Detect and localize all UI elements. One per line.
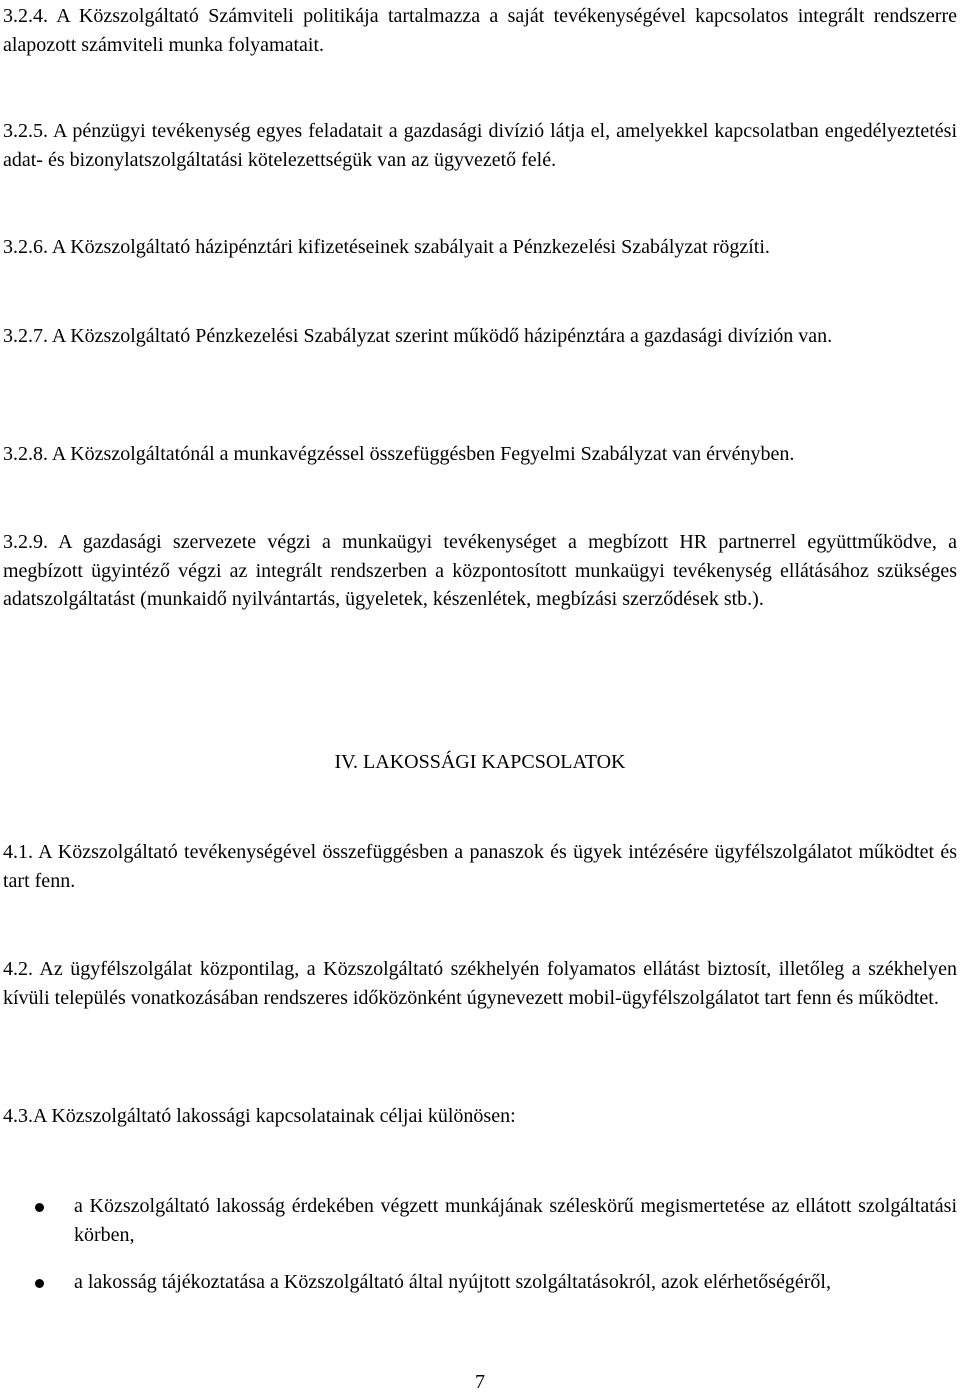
- paragraph-3-2-4: 3.2.4. A Közszolgáltató Számviteli politikája tartalmazza a saját tevékenységével kapcsolatos integrált rendszerre alapozott számviteli munka folyamatait.: [3, 5, 957, 56]
- paragraph-4-2: 4.2. Az ügyfélszolgálat központilag, a Közszolgáltató székhelyén folyamatos ellátást biztosít, illetőleg a székhelyen kívüli település vonatkozásában rendszeres időközönként úgynevezett mobil-ügyfélszolgálatot tart fenn és működtet.: [3, 958, 957, 1009]
- paragraph-3-2-5: 3.2.5. A pénzügyi tevékenység egyes feladatait a gazdasági divízió látja el, amelyekkel kapcsolatban engedélyeztetési adat- és bizonylatszolgáltatási kötelezettségük van az ügyvezető felé.: [3, 120, 957, 171]
- section-heading-text: IV. LAKOSSÁGI KAPCSOLATOK: [334, 751, 626, 773]
- paragraph-4-3: 4.3.A Közszolgáltató lakossági kapcsolatainak céljai különösen:: [3, 1105, 516, 1127]
- bullet-icon: [35, 1279, 44, 1288]
- page-number: 7: [475, 1371, 485, 1393]
- paragraph-3-2-8: 3.2.8. A Közszolgáltatónál a munkavégzéssel összefüggésben Fegyelmi Szabályzat van érvényben.: [3, 443, 795, 465]
- paragraph-3-2-9: 3.2.9. A gazdasági szervezete végzi a munkaügyi tevékenységet a megbízott HR partnerrel együttműködve, a megbízott ügyintéző végzi az integrált rendszerben a központosított munkaügyi tevékenység ellátásához szükséges adatszolgáltatást (munkaidő nyilvántartás, ügyeletek, készenlétek, megbízási szerződések stb.).: [3, 531, 957, 610]
- paragraph-3-2-6: 3.2.6. A Közszolgáltató házipénztári kifizetéseinek szabályait a Pénzkezelési Szabályzat rögzíti.: [3, 236, 770, 258]
- bullet-icon: [35, 1203, 44, 1212]
- paragraph-3-2-7: 3.2.7. A Közszolgáltató Pénzkezelési Szabályzat szerint működő házipénztára a gazdasági divízión van.: [3, 325, 833, 347]
- paragraph-4-1: 4.1. A Közszolgáltató tevékenységével összefüggésben a panaszok és ügyek intézésére ügyfélszolgálatot működtet és tart fenn.: [3, 841, 957, 892]
- list-item-text: a lakosság tájékoztatása a Közszolgáltató által nyújtott szolgáltatásokról, azok elérhetőségéről,: [74, 1271, 831, 1293]
- section-heading: [0, 748, 960, 776]
- list-item-text: a Közszolgáltató lakosság érdekében végzett munkájának széleskörű megismertetése az ellátott szolgáltatási körben,: [74, 1195, 957, 1246]
